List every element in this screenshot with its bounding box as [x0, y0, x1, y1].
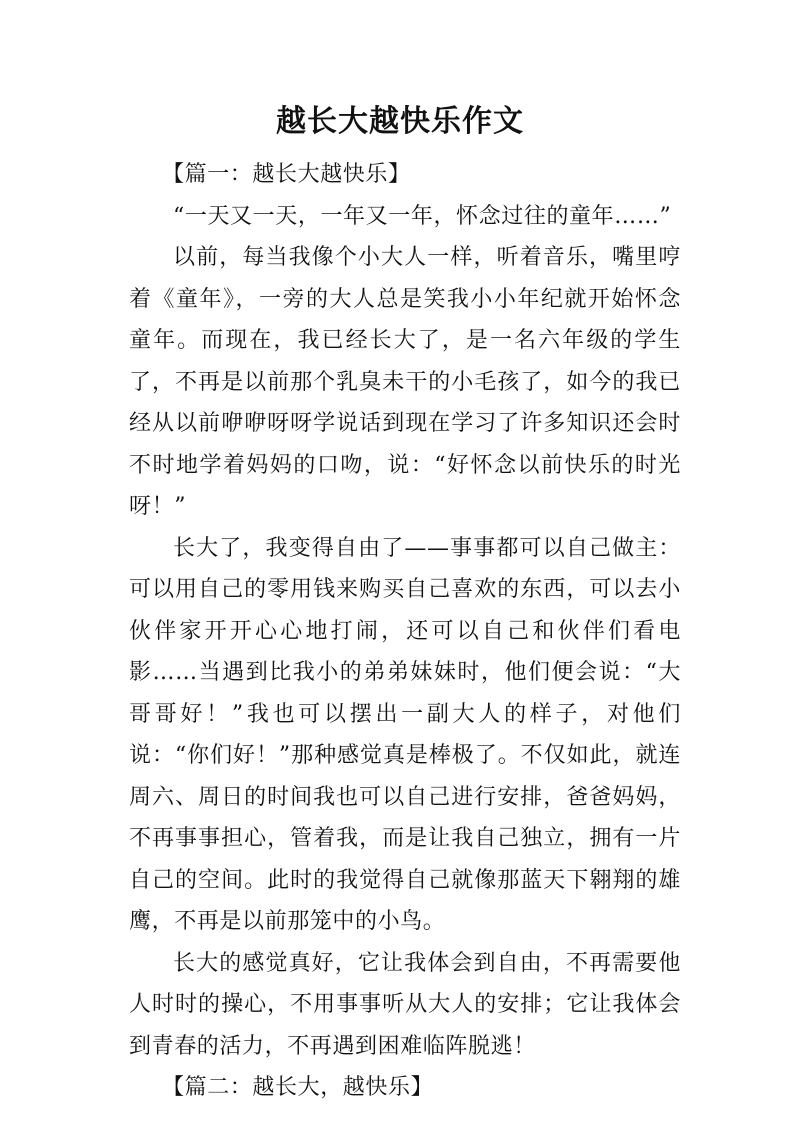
- paragraph-quote: “一天又一天，一年又一年，怀念过往的童年……”: [173, 203, 672, 229]
- document-body: [129, 154, 681, 1109]
- paragraph-2: 长大了，我变得自由了——事事都可以自己做主：可以用自己的零用钱来购买自己喜欢的东西，可以去小伙伴家开开心心地打闹，还可以自己和伙伴们看电影……当遇到比我小的弟弟妹妹时，他们便会说：“大哥哥好！”我也可以摆出一副大人的样子，对他们说：“你们好！”那种感觉真是棒极了。不仅如此，就连周六、周日的时间我也可以自己进行安排，爸爸妈妈，不再事事担心，管着我，而是让我自己独立，拥有一片自己的空间。此时的我觉得自己就像那蓝天下翱翔的雄鹰，不再是以前那笼中的小鸟。: [129, 535, 681, 934]
- paragraph-3: 长大的感觉真好，它让我体会到自由，不再需要他人时时的操心，不用事事听从大人的安排；它让我体会到青春的活力，不再遇到困难临阵脱逃！: [129, 950, 681, 1059]
- document-title: 越长大越快乐作文: [276, 104, 524, 139]
- section-heading-1: 【篇一：越长大越快乐】: [162, 162, 411, 187]
- paragraph-1: 以前，每当我像个小大人一样，听着音乐，嘴里哼着《童年》，一旁的大人总是笑我小小年纪就开始怀念童年。而现在，我已经长大了，是一名六年级的学生了，不再是以前那个乳臭未干的小毛孩了，如今的我已经从以前咿咿呀呀学说话到现在学习了许多知识还会时不时地学着妈妈的口吻，说：“好怀念以前快乐的时光呀！”: [129, 245, 681, 519]
- section-heading-2: 【篇二：越长大，越快乐】: [162, 1075, 434, 1100]
